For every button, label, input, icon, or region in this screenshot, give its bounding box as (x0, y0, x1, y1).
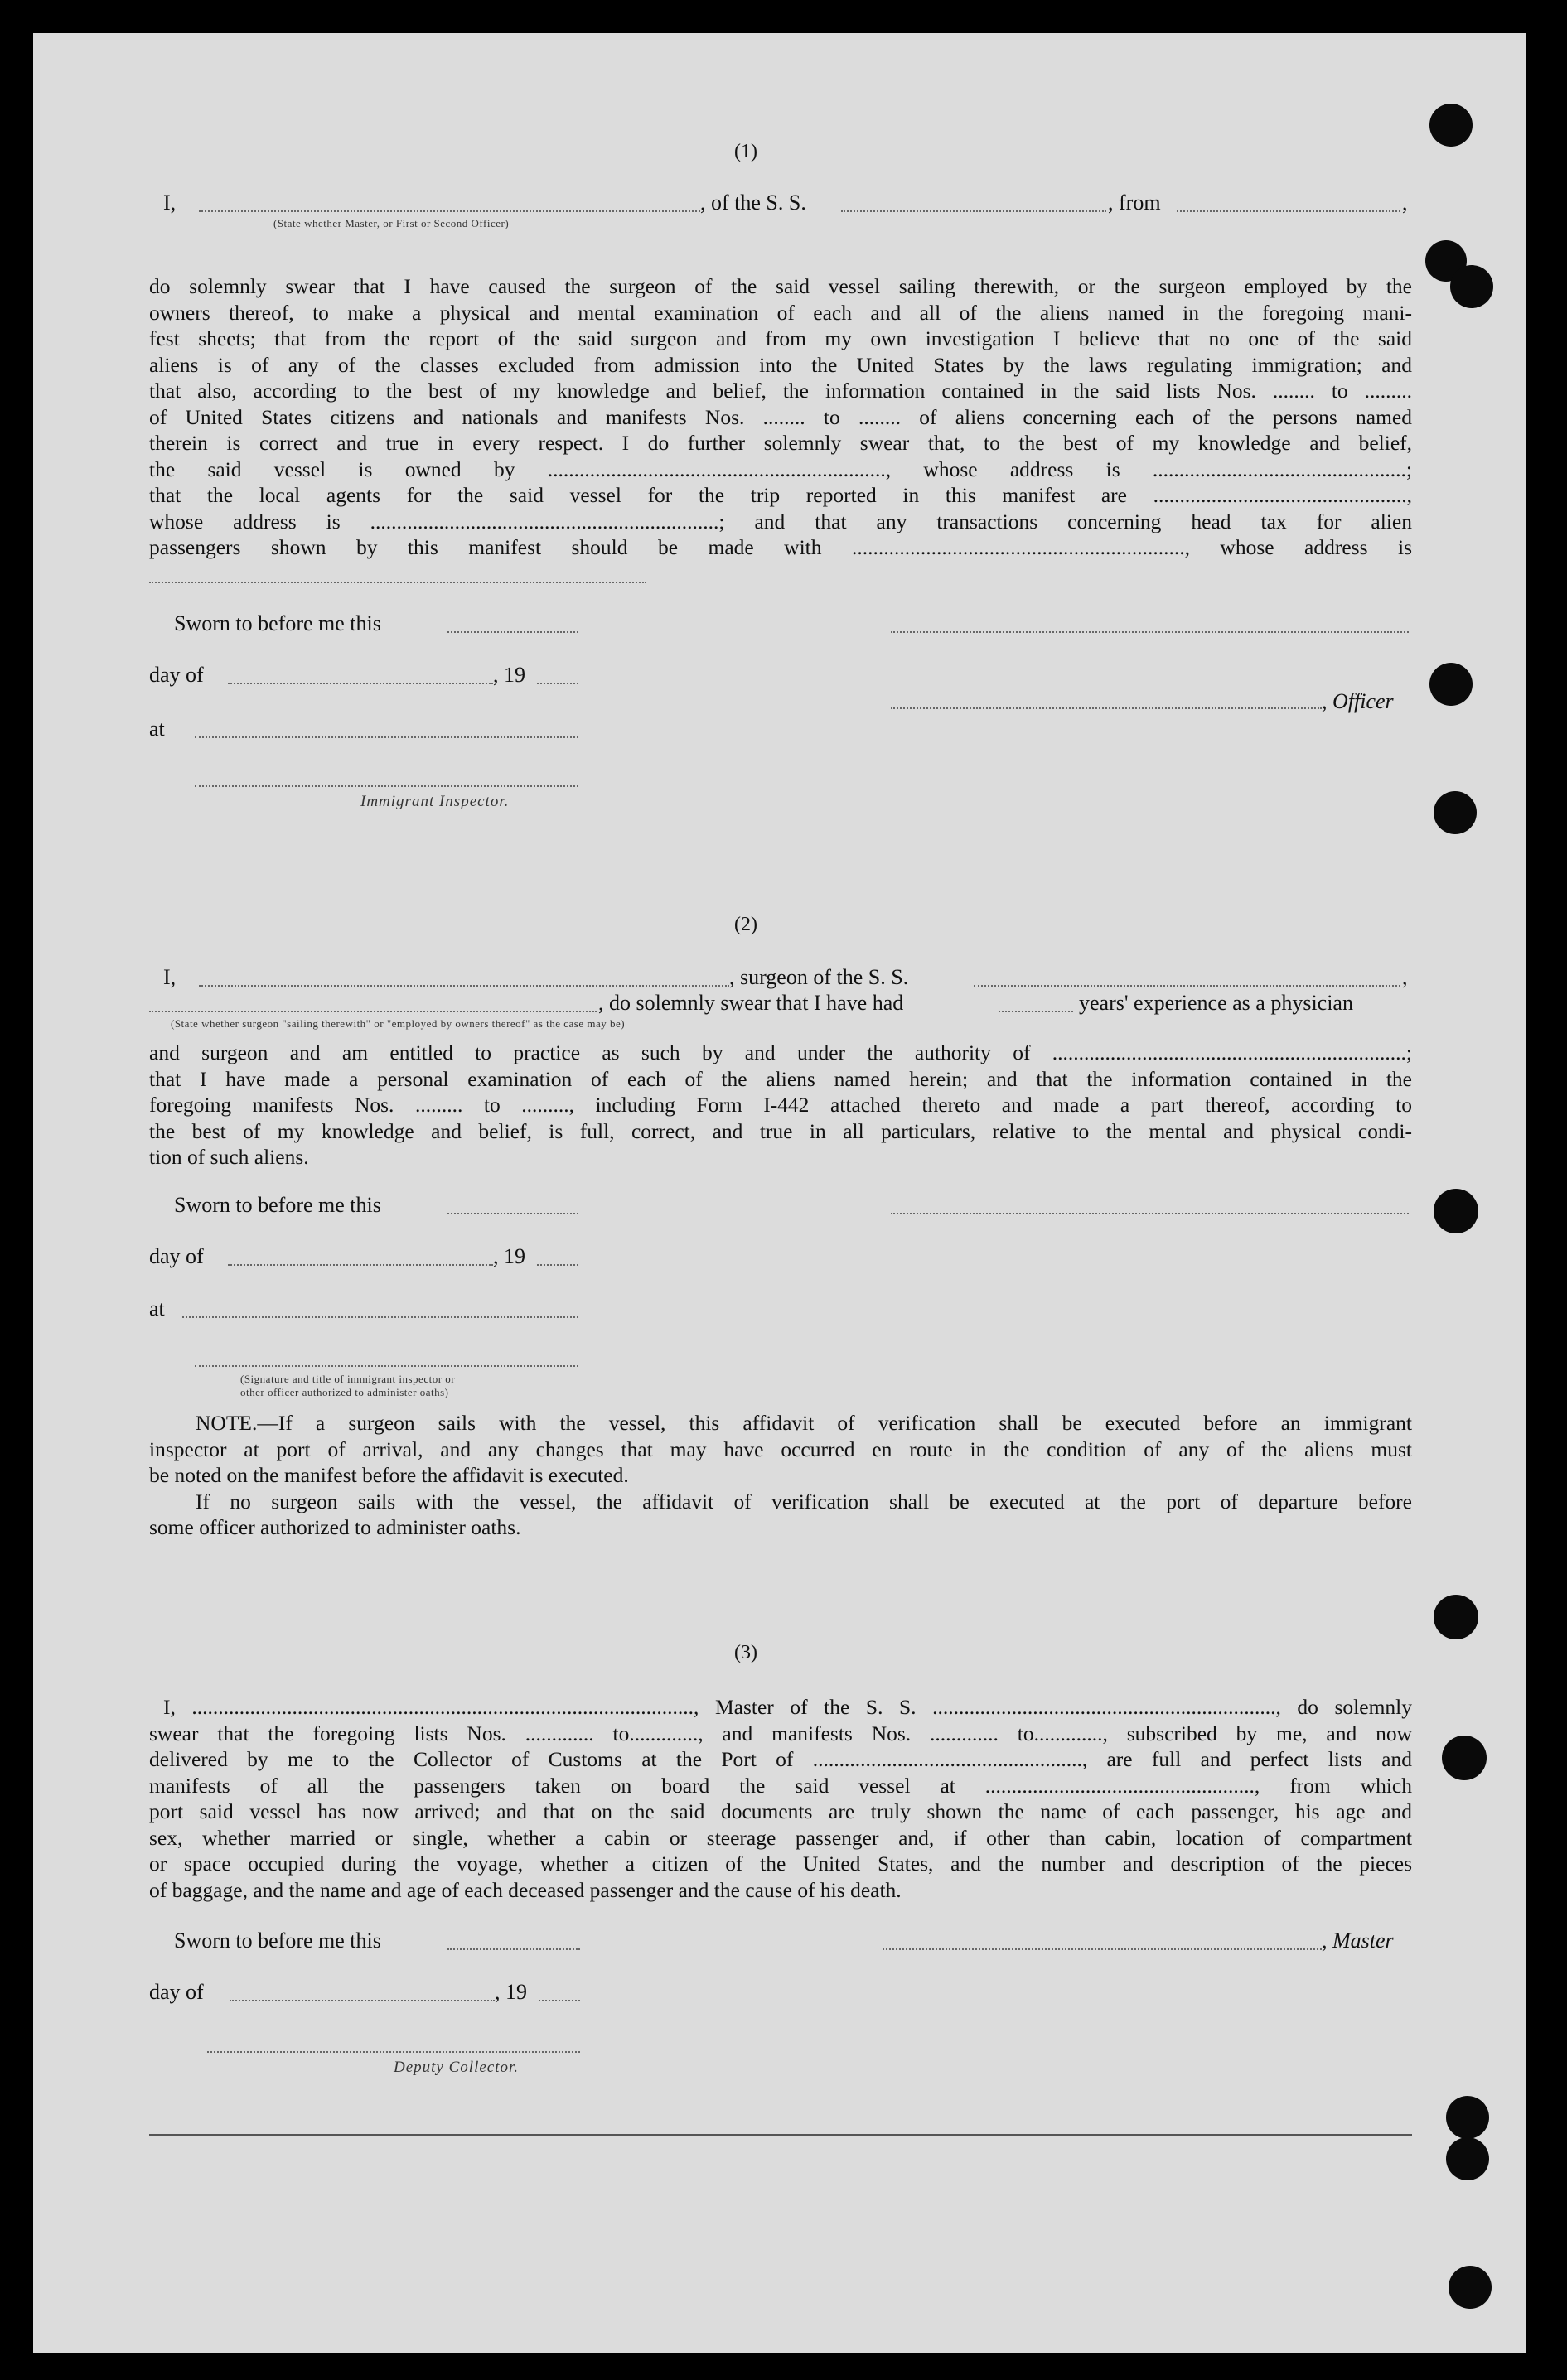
section-1-heading: (1) (734, 141, 757, 162)
line-end-comma: , (1402, 191, 1408, 215)
day-of-text: day of (149, 1244, 204, 1268)
section-2-heading: (2) (734, 914, 757, 935)
inspector-signature-field[interactable] (195, 785, 578, 787)
at-text: at (149, 717, 165, 741)
oath-i: I, (163, 965, 177, 989)
years-experience-field[interactable] (999, 1011, 1073, 1012)
inspector-signature-field[interactable] (195, 1365, 578, 1367)
from-text: , from (1108, 191, 1161, 215)
officer-rank-caption: (State whether Master, or First or Second Officer) (273, 217, 510, 229)
bottom-divider (149, 2134, 1412, 2136)
year-field[interactable] (537, 1264, 578, 1266)
surgeon-of-text: , surgeon of the S. S. (729, 965, 909, 989)
collector-label: Deputy Collector. (394, 2059, 520, 2076)
vessel-name-field[interactable] (974, 985, 1400, 987)
surgeon-status-field[interactable] (149, 1011, 597, 1012)
vessel-name-field[interactable] (841, 210, 1106, 212)
month-field[interactable] (228, 683, 493, 684)
year-prefix: , 19 (493, 663, 525, 687)
year-field[interactable] (537, 683, 578, 684)
departure-port-field[interactable] (1177, 210, 1400, 212)
signature-caption-line-2: other officer authorized to administer oaths) (240, 1386, 449, 1398)
master-label: , Master (1322, 1929, 1394, 1953)
collector-signature-field[interactable] (207, 2051, 580, 2053)
binder-hole (1450, 265, 1493, 308)
year-prefix: , 19 (493, 1244, 525, 1268)
surgeon-status-caption: (State whether surgeon "sailing therewith" or "employed by owners thereof" as the case may be) (171, 1017, 626, 1030)
place-field[interactable] (182, 1316, 578, 1318)
binder-hole (1442, 1736, 1487, 1780)
section-1-oath-text: do solemnly swear that I have caused the surgeon of the said vessel sailing therewith, or the surgeon employed by the owners thereof, to make a physical and mental examination of each and all of the aliens named in the foregoing mani- fest sheets; that from the report of the said surgeon and from my own investigation I believe that no one of the said aliens is of any of the classes excluded from admission into the United States by the laws regulating immigration; and that also, according to the best of my knowledge and belief, the information contained in the said lists Nos. ........ to ......... of United States citizens and nationals and manifests Nos. ........ to ........ of aliens concerning each of the persons named therein is correct and true in every respect. I do further solemnly swear that, to the best of my knowledge and belief, the said vessel is owned by ................................................................, whose address is ................................................; that the local agents for the said vessel for the trip reported in this manifest are ................................................, whose address is ..................................................................; and that any transactions concerning head tax for alien passengers shown by this manifest should be made with ..............................................................., whose address is (149, 274, 1412, 559)
master-signature-field[interactable] (883, 1948, 1322, 1950)
sworn-date-field[interactable] (447, 631, 578, 633)
binder-hole (1449, 2266, 1492, 2309)
binder-hole (1429, 663, 1473, 706)
address-continuation-field[interactable] (149, 582, 646, 583)
month-field[interactable] (230, 2000, 495, 2001)
solemnly-text: , do solemnly swear that I have had (598, 991, 904, 1015)
binder-hole (1429, 104, 1473, 147)
section-3-heading: (3) (734, 1642, 757, 1663)
surgeon-name-field[interactable] (199, 985, 729, 987)
year-field[interactable] (539, 2000, 580, 2001)
officer-signature-field[interactable] (891, 631, 1409, 633)
oath-i: I, (163, 191, 177, 215)
binder-hole (1434, 1595, 1478, 1639)
officer-name-field[interactable] (891, 707, 1322, 709)
day-of-text: day of (149, 663, 204, 687)
note-text: NOTE.—If a surgeon sails with the vessel, this affidavit of verification shall be executed before an immigrant inspector at port of arrival, and any changes that may have occurred en route in the condition of any of the aliens must be noted on the manifest before the affidavit is executed. If no surgeon sails with the vessel, the affidavit of verification shall be executed at the port of departure before some officer authorized to administer oaths. (149, 1411, 1412, 1539)
day-of-text: day of (149, 1980, 204, 2004)
sworn-date-field[interactable] (447, 1213, 578, 1214)
sworn-text: Sworn to before me this (174, 1929, 381, 1953)
section-2-oath-text: and surgeon and am entitled to practice as such by and under the authority of ...................................................................; that I have made a personal examination of each of the aliens named herein; and that the information contained in the foregoing manifests Nos. ......... to ........., including Form I-442 attached thereto and made a part thereof, according to the best of my knowledge and belief, is full, correct, and true in all particulars, relative to the mental and physical condi- tion of such aliens. (149, 1040, 1412, 1169)
inspector-label: Immigrant Inspector. (360, 793, 510, 810)
form-page (33, 33, 1526, 2353)
officer-rank-field[interactable] (199, 210, 700, 212)
place-field[interactable] (195, 736, 578, 738)
officer-label: , Officer (1322, 689, 1394, 713)
binder-hole (1446, 2096, 1489, 2139)
section-3-oath-text: I, ..............................................................................................., Master of the S. S. ................................................................., do solemnly swear that the foregoing lists Nos. ............. to............., and manifests Nos. ............. to............., subscribed by me, and now delivered by me to the Collector of Customs at the Port of ..................................................., are full and perfect lists and manifests of all the passengers taken on board the said vessel at ..................................................., from which port said vessel has now arrived; and that on the said documents are truly shown the name of each passenger, his age and sex, whether married or single, whether a cabin or steerage passenger and, if other than cabin, location of compartment or space occupied during the voyage, whether a citizen of the United States, and the number and description of the pieces of baggage, and the name and age of each deceased passenger and the cause of his death. (149, 1695, 1412, 1902)
month-field[interactable] (228, 1264, 493, 1266)
sworn-text: Sworn to before me this (174, 1193, 381, 1217)
of-the-ss-text: , of the S. S. (700, 191, 806, 215)
at-text: at (149, 1296, 165, 1320)
sworn-date-field[interactable] (447, 1948, 580, 1950)
line-end-comma: , (1402, 965, 1408, 989)
binder-hole (1434, 1189, 1478, 1233)
surgeon-signature-field[interactable] (891, 1213, 1409, 1214)
year-prefix: , 19 (495, 1980, 527, 2004)
signature-caption-line-1: (Signature and title of immigrant inspector or (240, 1373, 456, 1385)
binder-hole (1446, 2137, 1489, 2180)
sworn-text: Sworn to before me this (174, 611, 381, 635)
binder-hole (1434, 791, 1477, 834)
years-text: years' experience as a physician (1079, 991, 1353, 1015)
